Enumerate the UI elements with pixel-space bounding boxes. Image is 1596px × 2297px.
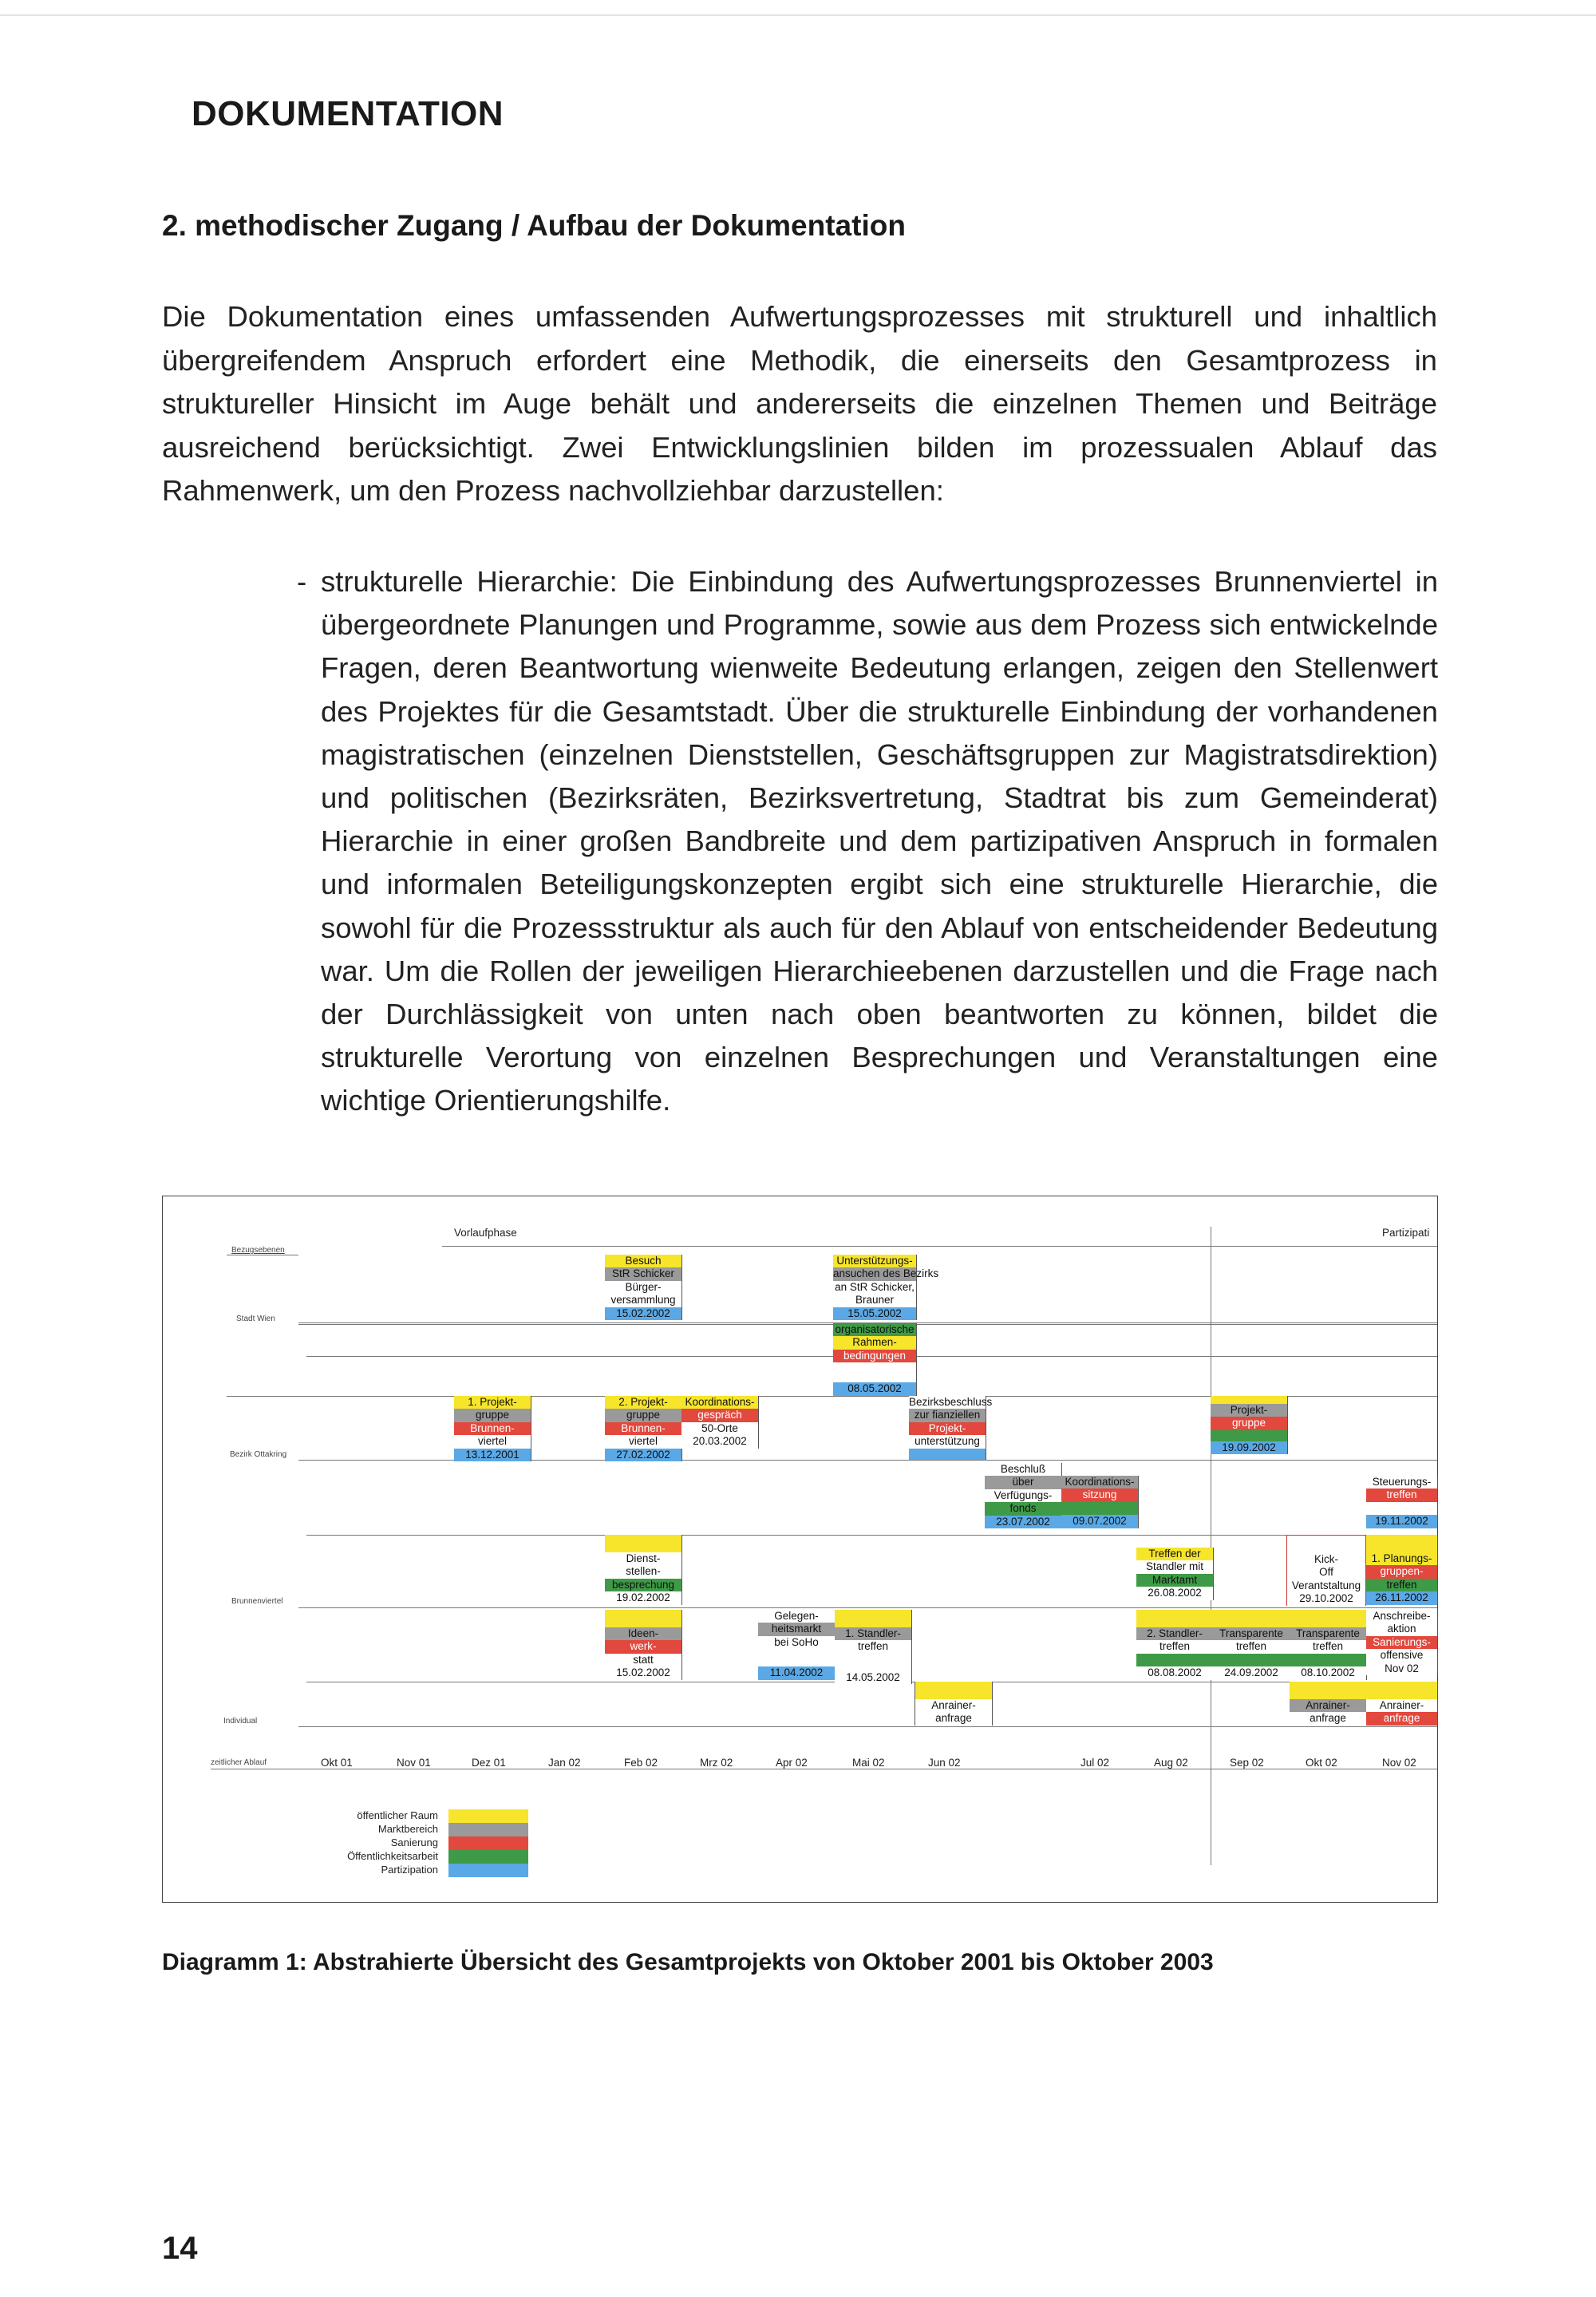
event-bezirksbeschluss: Bezirksbeschluss zur fianziellen Projekt- unterstützung — [909, 1396, 986, 1460]
legend-swatch-red — [448, 1836, 528, 1850]
level-bezugsebenen: Bezugsebenen — [231, 1246, 285, 1255]
month-label: Okt 01 — [321, 1757, 353, 1769]
legend-label: Marktbereich — [377, 1823, 438, 1835]
row-line — [298, 1607, 1437, 1608]
event-projektgruppe-2: 2. Projekt- gruppe Brunnen- viertel 27.02.2002 — [605, 1396, 682, 1461]
event-koordination-1: Koordinations- gespräch 50-Orte 20.03.2002 — [681, 1396, 759, 1449]
bullet-dash: - — [297, 565, 307, 598]
page-header: DOKUMENTATION — [192, 94, 504, 133]
event-projektgruppe-1: 1. Projekt- gruppe Brunnen- viertel 13.12.2001 — [454, 1396, 531, 1461]
event-beschluss-fonds: Beschluß über Verfügungs- fonds 23.07.2002 — [985, 1463, 1062, 1528]
event-planungsgruppe: 1. Planungs- gruppen- treffen 26.11.2002 — [1366, 1535, 1438, 1605]
process-diagram — [163, 1196, 1437, 1902]
event-anrainer-2: Anrainer- anfrage — [1290, 1682, 1367, 1726]
month-label: Jan 02 — [548, 1757, 581, 1769]
diagram-frame — [162, 1196, 1438, 1903]
event-transparente-2: Transparente treffen 08.10.2002 — [1290, 1610, 1367, 1680]
event-besuch: Besuch StR Schicker Bürger- versammlung 15.02.2002 — [605, 1255, 682, 1320]
event-unterstuetzung: Unterstützungs- ansuchen des Bezirks an StR Schicker, Brauner 15.05.2002 — [833, 1255, 939, 1319]
row-line — [298, 1726, 1437, 1727]
month-label: Dez 01 — [472, 1757, 506, 1769]
legend-swatch-blue — [448, 1864, 528, 1877]
month-label: Aug 02 — [1154, 1757, 1188, 1769]
event-standler-1: 1. Standler- treffen 14.05.2002 — [835, 1610, 912, 1684]
event-dienststellen: Dienst- stellen- besprechung 19.02.2002 — [605, 1535, 682, 1605]
level-brunnen: Brunnenviertel — [231, 1597, 283, 1606]
month-label: Feb 02 — [624, 1757, 658, 1769]
month-label: Okt 02 — [1306, 1757, 1337, 1769]
diagram-caption: Diagramm 1: Abstrahierte Übersicht des Gesamtprojekts von Oktober 2001 bis Oktober 2003 — [162, 1949, 1214, 1975]
row-line — [306, 1535, 1437, 1536]
event-anrainer-3: Anrainer- anfrage — [1366, 1682, 1438, 1726]
event-anrainer-1: Anrainer- anfrage — [915, 1682, 993, 1726]
legend-label: Sanierung — [390, 1836, 438, 1848]
month-label: Jul 02 — [1080, 1757, 1110, 1769]
month-label: Nov 02 — [1382, 1757, 1416, 1769]
event-kickoff: Kick- Off Verantstaltung 29.10.2002 — [1286, 1535, 1366, 1606]
top-rule — [0, 14, 1596, 16]
phase-partizipation: Partizipati — [1382, 1227, 1430, 1239]
level-zeit: zeitlicher Ablauf — [211, 1758, 267, 1767]
bullet-item — [297, 560, 1438, 1123]
page-number: 14 — [162, 2231, 198, 2266]
month-label: Jun 02 — [928, 1757, 961, 1769]
event-anschreibeaktion: Anschreibe- aktion Sanierungs- offensive Nov 02 — [1366, 1610, 1438, 1675]
level-individual: Individual — [223, 1717, 258, 1726]
event-ideenwerkstatt: Ideen- werk- statt 15.02.2002 — [605, 1610, 682, 1680]
level-bezirk: Bezirk Ottakring — [230, 1450, 287, 1459]
legend-label: Öffentlichkeitsarbeit — [347, 1850, 438, 1862]
event-projektgruppe-3: Projekt- gruppe 19.09.2002 — [1211, 1396, 1288, 1454]
event-steuerung: Steuerungs- treffen 19.11.2002 — [1366, 1476, 1438, 1528]
event-transparente-1: Transparente treffen 24.09.2002 — [1213, 1610, 1290, 1680]
month-label: Sep 02 — [1230, 1757, 1264, 1769]
level-stadt: Stadt Wien — [236, 1315, 275, 1323]
intro-paragraph: Die Dokumentation eines umfassenden Aufwertungsprozesses mit strukturell und inhaltlich übergreifendem Anspruch erfordert eine Methodik, die einerseits den Gesamtprozess in struktureller Hinsicht im Auge behält und andererseits die einzelnen Themen und Beiträge ausreichend berücksichtigt. Zwei Entwicklungslinien bilden im prozessualen Ablauf das Rahmenwerk, um den Prozess nachvollziehbar darzustellen: — [162, 300, 1437, 507]
section-title: 2. methodischer Zugang / Aufbau der Dokumentation — [162, 209, 906, 242]
month-label: Apr 02 — [776, 1757, 808, 1769]
event-koordination-2: Koordinations- sitzung 09.07.2002 — [1061, 1476, 1139, 1528]
event-standler-2: 2. Standler- treffen 08.08.2002 — [1136, 1610, 1214, 1680]
bullet-text: strukturelle Hierarchie: Die Einbindung des Aufwertungsprozesses Brunnenviertel in übergeordnete Planungen und Programme, sowie aus dem Prozess sich entwickelnde Fragen, deren Beantwortung wienweite Bedeutung erlangen, zeigen den Stellenwert des Projektes für die Gesamtstadt. Über die strukturelle Einbindung der vorhandenen magistratischen (einzelnen Dienststellen, Geschäftsgruppen zur Magistratsdirektion) und politischen (Bezirksräten, Bezirksvertretung, Stadtrat bis zum Gemeinderat) Hierarchie in einer großen Bandbreite und dem partizipativen Anspruch in formalen und informalen Beteiligungskonzepten ergibt sich eine strukturelle Hierarchie, die sowohl für die Prozessstruktur als auch für den Ablauf von entscheidender Bedeutung war. Um die Rollen der jeweiligen Hierarchieebenen darzustellen und die Frage nach der Durchlässigkeit von unten nach oben beantworten zu können, bildet die strukturelle Verortung von einzelnen Besprechungen und Veranstaltungen eine wichtige Orientierungshilfe. — [321, 565, 1438, 1117]
row-line — [442, 1246, 1437, 1247]
event-treffen-marktamt: Treffen der Standler mit Marktamt 26.08.2002 — [1136, 1548, 1214, 1600]
event-organisatorisch: organisatorische Rahmen- bedingungen 08.05.2002 — [833, 1323, 917, 1396]
legend-label: öffentlicher Raum — [357, 1809, 438, 1821]
month-label: Nov 01 — [397, 1757, 431, 1769]
phase-vorlauf: Vorlaufphase — [454, 1227, 517, 1239]
month-label: Mai 02 — [852, 1757, 885, 1769]
legend-swatch-green — [448, 1850, 528, 1864]
event-gelegenheitsmarkt: Gelegen- heitsmarkt bei SoHo 11.04.2002 — [758, 1610, 836, 1680]
legend-swatch-gray — [448, 1823, 528, 1836]
month-label: Mrz 02 — [700, 1757, 733, 1769]
legend-swatch-yellow — [448, 1809, 528, 1823]
legend-label: Partizipation — [381, 1864, 438, 1876]
